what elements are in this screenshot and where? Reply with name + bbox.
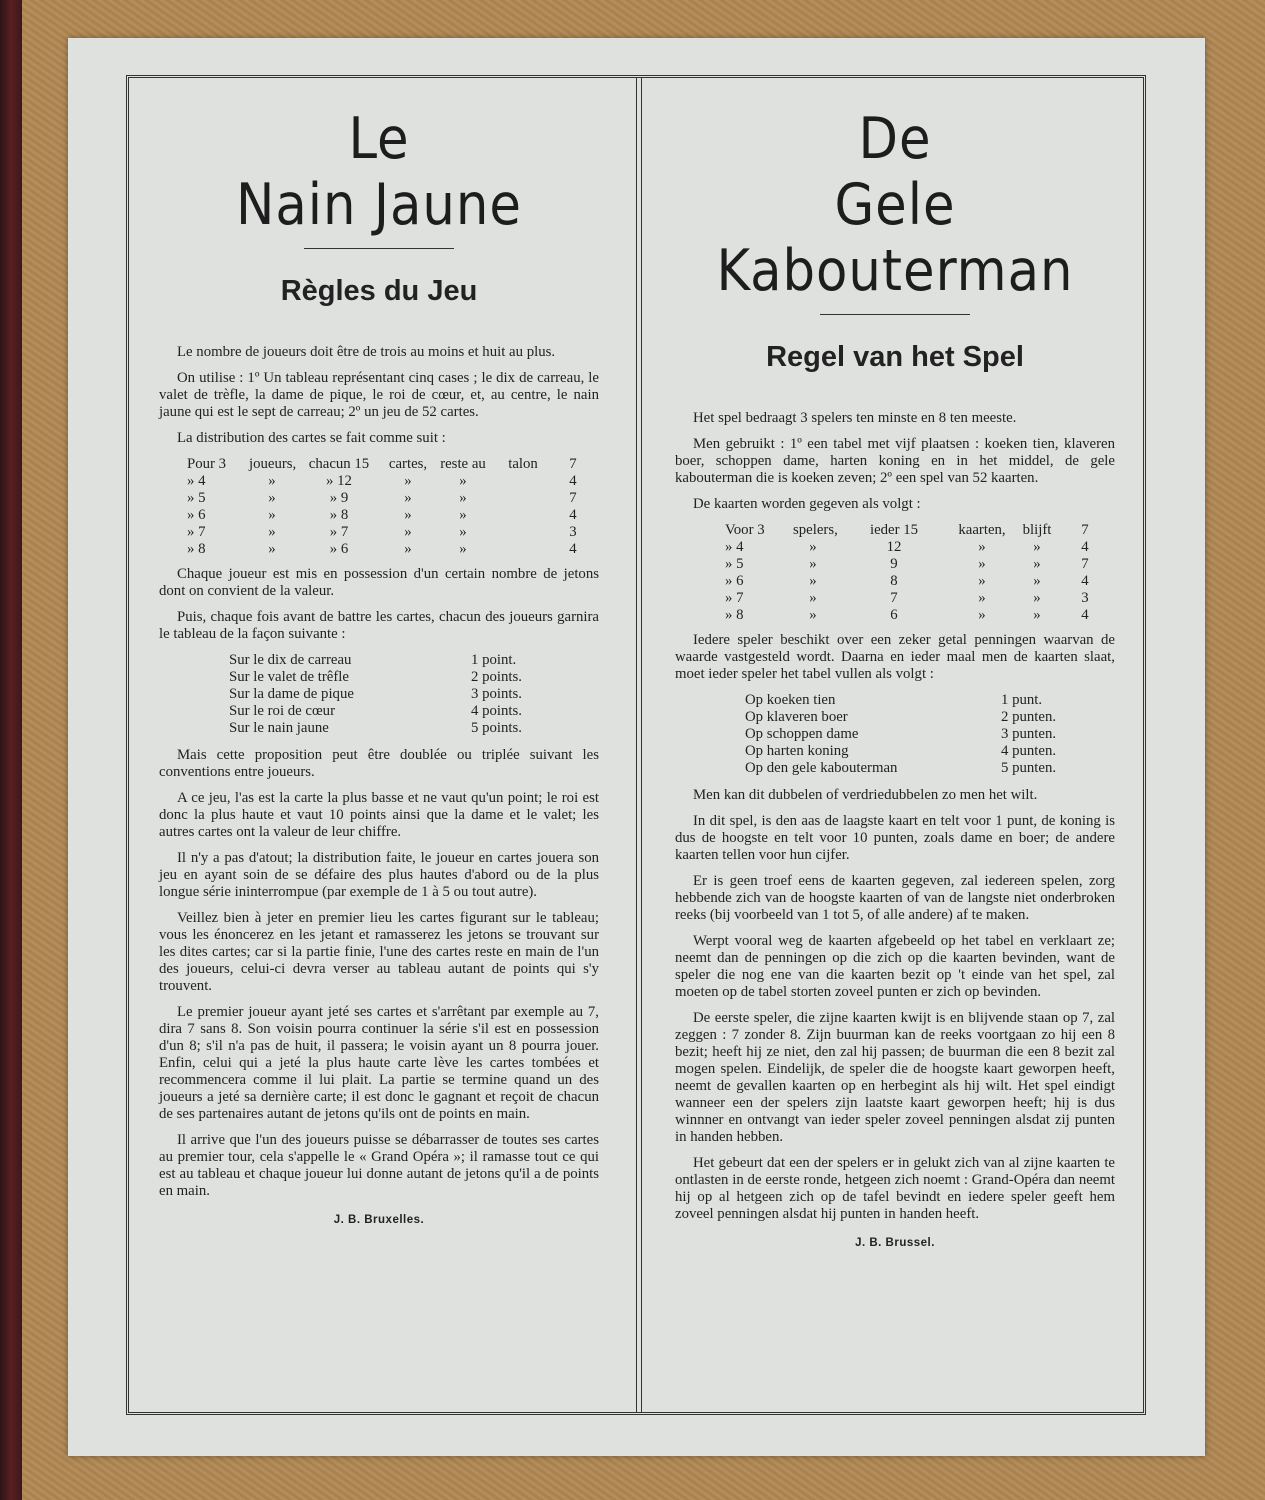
- dutch-title-rule: [820, 314, 970, 315]
- scoring-row: Op koeken tien 1 punt.: [745, 692, 1043, 708]
- scoring-row: Sur le dix de carreau 1 point.: [229, 652, 517, 668]
- distribution-row: » 4 » 12 » » 4: [725, 539, 1089, 555]
- french-paragraph: On utilise : 1º Un tableau représentant cinq cases ; le dix de carreau, le valet de trèfle, la dame de pique, le roi de cœur, et, au centre, le nain jaune qui est le sept de carreau; 2º un jeu de 52 cartes.: [159, 370, 599, 420]
- dutch-paragraph: Men kan dit dubbelen of verdriedubbelen zo men het wilt.: [693, 787, 1038, 803]
- distribution-row: » 6 » 8 » » 4: [725, 573, 1089, 589]
- french-paragraph: Le nombre de joueurs doit être de trois au moins et huit au plus.: [177, 344, 556, 360]
- distribution-row: » 7 » 7 » » 3: [725, 590, 1089, 606]
- dutch-paragraph: Men gebruikt : 1º een tabel met vijf plaatsen : koeken tien, klaveren boer, schoppen dame, harten koning en in het middel, de gele kabouterman die is koeken zeven; 2º een spel van 52 kaarten.: [675, 436, 1115, 486]
- dutch-distribution-table: [675, 522, 1115, 624]
- dutch-title-line2: Gele Kabouterman: [716, 172, 1074, 304]
- scoring-row: Sur la dame de pique 3 points.: [229, 686, 522, 702]
- french-paragraph: Chaque joueur est mis en possession d'un certain nombre de jetons dont on convient de la valeur.: [159, 566, 599, 599]
- dutch-column: [675, 106, 1115, 1249]
- dutch-paragraph: Het spel bedraagt 3 spelers ten minste en 8 ten meeste.: [693, 410, 1017, 426]
- french-scoring-table: [159, 652, 599, 737]
- dutch-paragraph: Er is geen troef eens de kaarten gegeven, zal iedereen spelen, zorg hebbende zich van de hoogste kaarten of van de langste niet onderbroken reeks (bij voorbeeld van 1 tot 5, of alle andere) af te maken.: [675, 873, 1115, 923]
- french-column: [159, 106, 599, 1226]
- distribution-row: » 7 » » 7 » » 3: [187, 524, 577, 540]
- distribution-row: » 8 » 6 » » 4: [725, 607, 1089, 623]
- french-paragraph: La distribution des cartes se fait comme suit :: [177, 430, 446, 446]
- double-border-frame: [126, 75, 1146, 1415]
- box-spine: [0, 0, 22, 1500]
- column-divider: [636, 78, 642, 1412]
- french-paragraph: Il arrive que l'un des joueurs puisse se débarrasser de toutes ses cartes au premier tour, cela s'appelle le « Grand Opéra »; il ramasse tout ce qui est au tableau et chaque joueur lui donne autant de jetons qu'il a de points en main.: [159, 1132, 599, 1199]
- french-paragraph: Le premier joueur ayant jeté ses cartes et s'arrêtant par exemple au 7, dira 7 sans 8. Son voisin pourra continuer la série s'il est en possession d'un 8; s'il n'a pas de huit, il passera; le voisin ayant un 8 pourra jouer. Enfin, celui qui a jeté la plus haute carte lève les cartes tombées et recommencera comme il lui plait. La partie se termine quand un des joueurs a jeté sa dernière carte; il est donc le gagnant et reçoit de chacun de ses partenaires autant de jetons qu'ils ont de points en main.: [159, 1004, 599, 1122]
- distribution-row: » 6 » » 8 » » 4: [187, 507, 577, 523]
- dutch-title-line1: De: [858, 106, 932, 172]
- scoring-row: Op den gele kabouterman 5 punten.: [745, 760, 1057, 776]
- scoring-row: Sur le nain jaune 5 points.: [229, 720, 522, 736]
- scoring-row: Op harten koning 4 punten.: [745, 743, 1057, 759]
- french-distribution-table: [159, 456, 599, 558]
- distribution-row: Pour 3 joueurs, chacun 15 cartes, reste au talon 7: [187, 456, 577, 472]
- distribution-row: » 8 » » 6 » » 4: [187, 541, 577, 557]
- dutch-paragraph: Iedere speler beschikt over een zeker getal penningen waarvan de waarde vastgesteld wordt. Daarna en ieder maal men de kaarten slaat, moet ieder speler het tabel vullen als volgt :: [675, 632, 1115, 682]
- distribution-row: » 5 » 9 » » 7: [725, 556, 1089, 572]
- dutch-paragraph: De eerste speler, die zijne kaarten kwijt is en blijvende staan op 7, zal zeggen : 7 zonder 8. Zijn buurman kan de reeks voortgaan zo hij een 8 bezit; heeft hij ze niet, den zal hij passen; de buurman die een 8 bezit zal mogen spelen. Eindelijk, de speler die de hoogste kaart geworpen heeft, neemt de gevallen kaarten op en herbegint als hij wilt. Het spel eindigt wanneer een der spelers zijn laatste kaart geworpen heeft; hij is dus winnner en ontvangt van ieder speler zoveel penningen alsdat zij punten in handen hebben.: [675, 1010, 1115, 1145]
- scoring-row: Sur le roi de cœur 4 points.: [229, 703, 522, 719]
- french-subtitle: Règles du Jeu: [280, 275, 478, 307]
- french-paragraph: Mais cette proposition peut être doublée ou triplée suivant les conventions entre joueurs.: [159, 747, 599, 780]
- dutch-signature: J. B. Brussel.: [855, 1237, 935, 1249]
- french-paragraph: Il n'y a pas d'atout; la distribution faite, le joueur en cartes jouera son jeu en ayant soin de se défaire des plus hautes d'abord ou de la plus longue série ininterrompue (par exemple de 1 à 5 ou tout autre).: [159, 850, 599, 900]
- french-paragraph: Puis, chaque fois avant de battre les cartes, chacun des joueurs garnira le tableau de la façon suivante :: [159, 609, 599, 642]
- distribution-row: » 5 » » 9 » » 7: [187, 490, 577, 506]
- distribution-row: Voor 3 spelers, ieder 15 kaarten, blijft 7: [725, 522, 1089, 538]
- dutch-paragraph: De kaarten worden gegeven als volgt :: [693, 496, 921, 512]
- french-paragraph: A ce jeu, l'as est la carte la plus basse et ne vaut qu'un point; le roi est donc la plus haute et vaut 10 points ainsi que la dame et le valet; les autres cartes ont la valeur de leur chiffre.: [159, 790, 599, 840]
- scoring-row: Sur le valet de trêfle 2 points.: [229, 669, 522, 685]
- french-signature: J. B. Bruxelles.: [333, 1214, 425, 1226]
- rules-sheet: [68, 38, 1205, 1456]
- french-title-line2: Nain Jaune: [236, 172, 522, 238]
- french-paragraph: Veillez bien à jeter en premier lieu les cartes figurant sur le tableau; vous les énoncerez en les jetant et ramasserez les jetons se trouvant sur les dites cartes; car si la partie finie, l'une des cartes reste en main de l'un des joueurs, celui-ci devra verser au tableau autant de points qui s'y trouvent.: [159, 910, 599, 994]
- french-title-line1: Le: [348, 106, 410, 172]
- dutch-paragraph: Het gebeurt dat een der spelers er in gelukt zich van al zijne kaarten te ontlasten in de eerste ronde, hetgeen zich noemt : Grand-Opéra dan neemt hij op al hetgeen zich op de tafel bevindt en iedere speler geeft hem zoveel penningen alsdat hij punten in handen heeft.: [675, 1155, 1115, 1222]
- dutch-subtitle: Regel van het Spel: [766, 341, 1024, 373]
- dutch-scoring-table: [675, 692, 1115, 777]
- dutch-paragraph: Werpt vooral weg de kaarten afgebeeld op het tabel en verklaart ze; neemt dan de penningen op die zich op die kaarten bevinden, want de speler die nog ene van die kaarten bezit op 't einde van het spel, zal moeten op de tabel storten zoveel punten er zich op bevinden.: [675, 933, 1115, 1000]
- french-title-rule: [304, 248, 454, 249]
- scoring-row: Op schoppen dame 3 punten.: [745, 726, 1057, 742]
- scoring-row: Op klaveren boer 2 punten.: [745, 709, 1057, 725]
- distribution-row: » 4 » » 12 » » 4: [187, 473, 577, 489]
- dutch-paragraph: In dit spel, is den aas de laagste kaart en telt voor 1 punt, de koning is dus de hoogste en telt voor 10 punten, zoals dame en boer; de andere kaarten tellen voor hun cijfer.: [675, 813, 1115, 863]
